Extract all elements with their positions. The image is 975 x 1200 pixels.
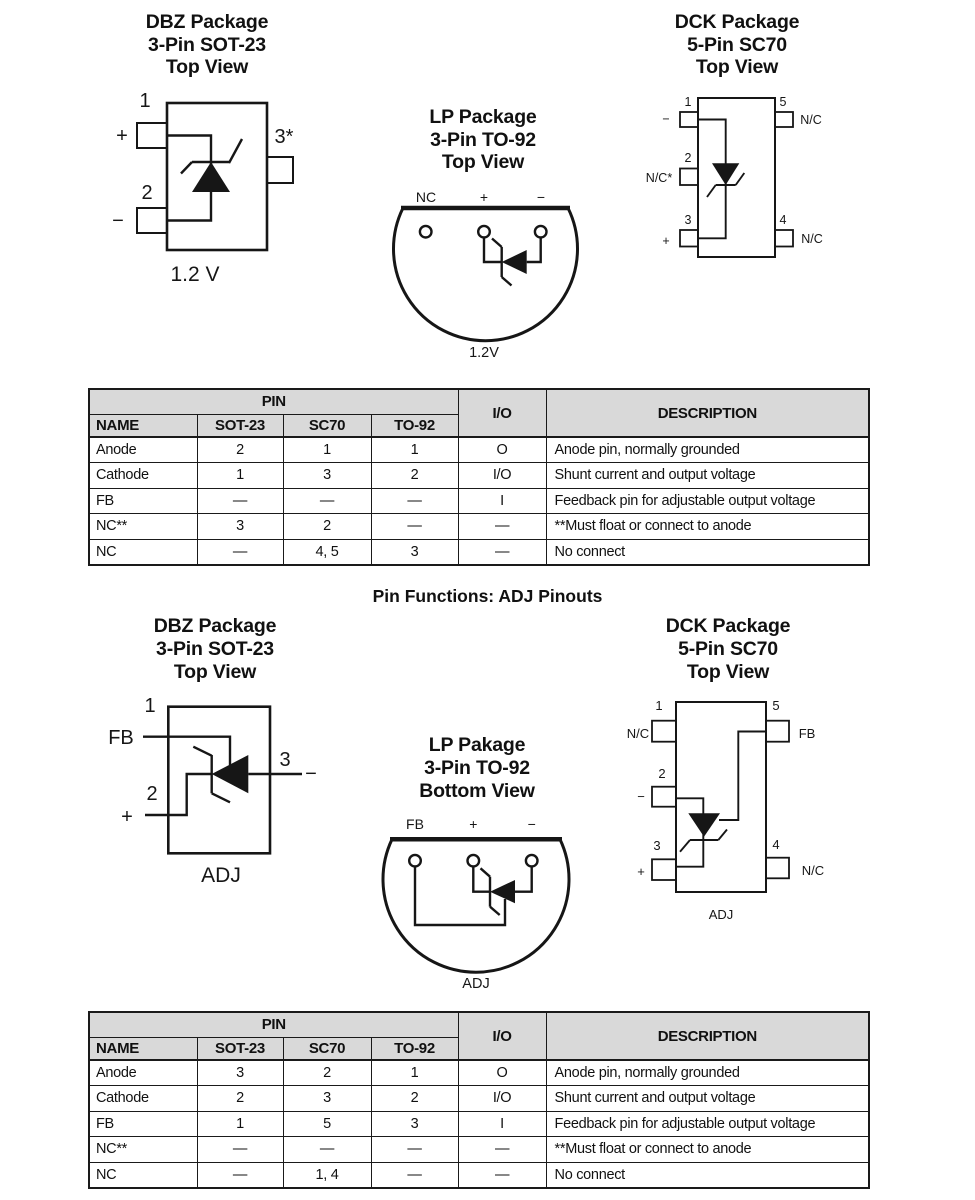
pin-minus-hole [535,226,547,238]
dck-top-diagram [630,85,875,270]
pin-1-pad [680,112,698,127]
title-line: 3-Pin TO-92 [424,757,530,779]
table-cell: I/O [458,1086,546,1112]
table-cell: Anode pin, normally grounded [546,437,869,463]
table-cell: — [371,488,458,514]
to92-header: TO-92 [371,1037,458,1060]
table-cell: 1, 4 [283,1162,371,1188]
pin-1-pad [137,123,167,148]
adj-caption: ADJ [708,907,734,922]
fb-wire [415,867,505,926]
table-cell: Cathode [89,463,197,489]
pin-label: N/C [626,726,650,741]
diode-triangle [712,163,739,185]
table-cell: 3 [371,1111,458,1137]
dck-adj-title [628,615,828,684]
table-cell: I/O [458,463,546,489]
zener-tick [736,173,745,185]
pin-2-pad [137,208,167,233]
name-header: NAME [89,1037,197,1060]
table-cell: — [283,1137,371,1163]
table-cell: Shunt current and output voltage [546,1086,869,1112]
zener-tick [212,793,230,802]
pin-number: 1 [655,698,663,713]
zener-tick [193,747,211,756]
fb-wire [719,732,766,821]
table-cell: NC [89,539,197,565]
io-header: I/O [458,389,546,437]
lp-adj-diagram [380,810,590,1000]
title-line: 3-Pin SOT-23 [156,638,274,660]
table-row [89,437,869,463]
table-row [89,1111,869,1137]
table-cell: Feedback pin for adjustable output voltage [546,1111,869,1137]
diode-triangle [502,250,527,274]
pin-label: N/C* [645,171,673,185]
table-row [89,488,869,514]
io-header: I/O [458,1012,546,1060]
pin-number: 4 [779,213,787,227]
table-cell: 3 [371,539,458,565]
minus-wire [515,867,532,892]
zener-tick [707,185,716,197]
pin-label: + [121,806,133,828]
pin-label: − [112,210,124,232]
table-cell: 2 [371,1086,458,1112]
table-cell: I [458,1111,546,1137]
table-cell: **Must float or connect to anode [546,1137,869,1163]
table-cell: 2 [283,514,371,540]
sc70-header: SC70 [283,1037,371,1060]
diode-triangle [192,162,230,192]
table-cell: 1 [371,1060,458,1086]
table-cell: O [458,1060,546,1086]
package-body [168,707,270,854]
pin-label: − [637,789,645,804]
table-cell: NC** [89,514,197,540]
title-line: DCK Package [665,615,791,637]
table-cell: — [458,514,546,540]
voltage-caption: 1.2 V [170,263,220,286]
table-cell: 3 [197,514,283,540]
package-body [676,702,766,892]
table-cell: FB [89,488,197,514]
table-cell: I [458,488,546,514]
title-line: DBZ Package [153,615,277,637]
pin-minus-hole [526,855,538,867]
table-cell: Feedback pin for adjustable output voltage [546,488,869,514]
diode-triangle [490,880,515,903]
name-header: NAME [89,414,197,437]
table-row [89,1162,869,1188]
table-row [89,1060,869,1086]
sot23-header: SOT-23 [197,1037,283,1060]
dbz-adj-title [115,615,315,684]
table-cell: 3 [283,1086,371,1112]
pin-1-pad [652,721,676,742]
pin-label: FB [108,727,134,749]
zener-tick [490,907,500,915]
adj-caption: ADJ [201,864,241,887]
pin-number: 5 [779,95,787,109]
table-cell: 1 [371,437,458,463]
pin-label: N/C [800,113,822,127]
table-row [89,463,869,489]
voltage-caption: 1.2V [469,345,499,361]
table-cell: 3 [283,463,371,489]
table-cell: 5 [283,1111,371,1137]
title-line: Top View [173,661,257,683]
table-cell: 4, 5 [283,539,371,565]
pin-label: FB [406,816,424,832]
pin-number: 4 [772,837,780,852]
pin-number: 1 [144,695,156,717]
title-line: Top View [686,661,770,683]
pin-group-header: PIN [89,389,458,414]
table-cell: 1 [197,1111,283,1137]
title-line: DCK Package [674,11,800,33]
table-cell: — [458,1162,546,1188]
pin-5-pad [775,112,793,127]
zener-tick [181,162,192,174]
table-cell: — [371,1162,458,1188]
table-row [89,539,869,565]
pin-label: NC [415,189,437,205]
zener-tick [492,239,502,248]
pin-number: 3 [684,213,692,227]
pin-label: + [637,864,645,879]
table-cell: — [458,1137,546,1163]
title-line: 5-Pin SC70 [687,33,787,56]
table-cell: FB [89,1111,197,1137]
title-line: Bottom View [419,780,535,802]
pin-3-pad [680,230,698,247]
package-body [698,98,775,257]
pin-label: + [479,189,489,205]
table-cell: — [197,1137,283,1163]
table-row [89,514,869,540]
table-header-row [89,1012,869,1037]
zener-tick [502,277,512,286]
pin-label: N/C [801,232,823,246]
pin-plus-hole [468,855,480,867]
pin-number: 5 [772,698,780,713]
pin-label: FB [798,726,816,741]
diode-wire [698,120,726,239]
table-cell: Anode pin, normally grounded [546,1060,869,1086]
pin-3-pad [267,157,293,183]
pin-number: 2 [146,783,158,805]
table-cell: Anode [89,437,197,463]
title-line: LP Package [429,106,537,128]
table-cell: Cathode [89,1086,197,1112]
pin-number: 3* [274,126,294,148]
lp-adj-title [377,734,577,803]
table-cell: 2 [283,1060,371,1086]
pin-3-pad [652,859,676,880]
diode-wire [676,798,703,866]
table-cell: — [283,488,371,514]
pin-4-pad [766,858,789,879]
title-line: DBZ Package [145,11,269,33]
pin-label: − [527,816,536,832]
pin-number: 1 [139,90,151,112]
pin-group-header: PIN [89,1012,458,1037]
table-cell: Anode [89,1060,197,1086]
table-cell: NC** [89,1137,197,1163]
diode-wire [484,238,502,263]
pin-number: 3 [653,838,661,853]
table-cell: — [371,514,458,540]
dck-adj-diagram [620,695,875,930]
sot23-header: SOT-23 [197,414,283,437]
pin-table-fixed [88,388,870,566]
dbz-adj-diagram [95,695,340,895]
sc70-header: SC70 [283,414,371,437]
zener-tick [229,139,242,163]
table-cell: 2 [371,463,458,489]
table-cell: No connect [546,1162,869,1188]
table-row [89,1086,869,1112]
title-line: 3-Pin TO-92 [430,128,536,151]
pin-plus-hole [478,226,490,238]
lp-top-diagram [380,185,590,370]
table-cell: No connect [546,539,869,565]
pin-fb-hole [409,855,421,867]
pin-label: N/C [801,863,825,878]
dbz-top-diagram [95,85,330,295]
zener-tick [718,830,727,841]
pin-2-pad [680,169,698,186]
table-cell: — [458,539,546,565]
table-header-row [89,389,869,414]
table-cell: 2 [197,1086,283,1112]
pin-4-pad [775,230,793,247]
title-line: LP Pakage [428,734,526,756]
table-cell: — [197,1162,283,1188]
table-cell: — [197,539,283,565]
pin-number: 2 [684,151,692,165]
pin-label: − [305,763,317,785]
table-cell: — [371,1137,458,1163]
pin-label: + [469,816,478,832]
zener-tick [481,868,491,876]
dbz-top-title [107,11,307,79]
pin-2-pad [652,787,676,807]
pin-number: 2 [658,766,666,781]
table-cell: — [197,488,283,514]
title-line: 3-Pin SOT-23 [148,33,266,56]
table-cell: 1 [197,463,283,489]
lp-top-title [383,106,583,174]
pin-label: + [116,125,128,147]
title-line: Top View [441,151,525,173]
package-body [383,839,569,972]
pin-label: + [662,234,670,248]
pin-nc-hole [420,226,432,238]
pin-5-pad [766,721,789,742]
table-cell: Shunt current and output voltage [546,463,869,489]
title-line: 5-Pin SC70 [678,638,778,660]
title-line: Top View [165,56,249,78]
zener-tick [680,840,690,852]
dck-top-title [637,11,837,79]
pin-number: 1 [684,95,692,109]
pin-number: 2 [141,182,153,204]
pin-number: 3 [279,749,291,771]
table-cell: 3 [197,1060,283,1086]
table-row [89,1137,869,1163]
fb-wire [143,737,230,765]
pin-table-adj [88,1011,870,1189]
title-line: Top View [695,56,779,78]
description-header: DESCRIPTION [546,389,869,437]
diode-wire [527,238,541,263]
adj-caption: ADJ [462,976,490,992]
description-header: DESCRIPTION [546,1012,869,1060]
table-cell: O [458,437,546,463]
pin-label: − [536,189,546,205]
table-cell: **Must float or connect to anode [546,514,869,540]
diode-triangle [688,813,720,836]
table-cell: 2 [197,437,283,463]
table-cell: 1 [283,437,371,463]
section-title: Pin Functions: ADJ Pinouts [372,586,603,606]
pin-label: − [662,112,670,126]
table-cell: NC [89,1162,197,1188]
to92-header: TO-92 [371,414,458,437]
